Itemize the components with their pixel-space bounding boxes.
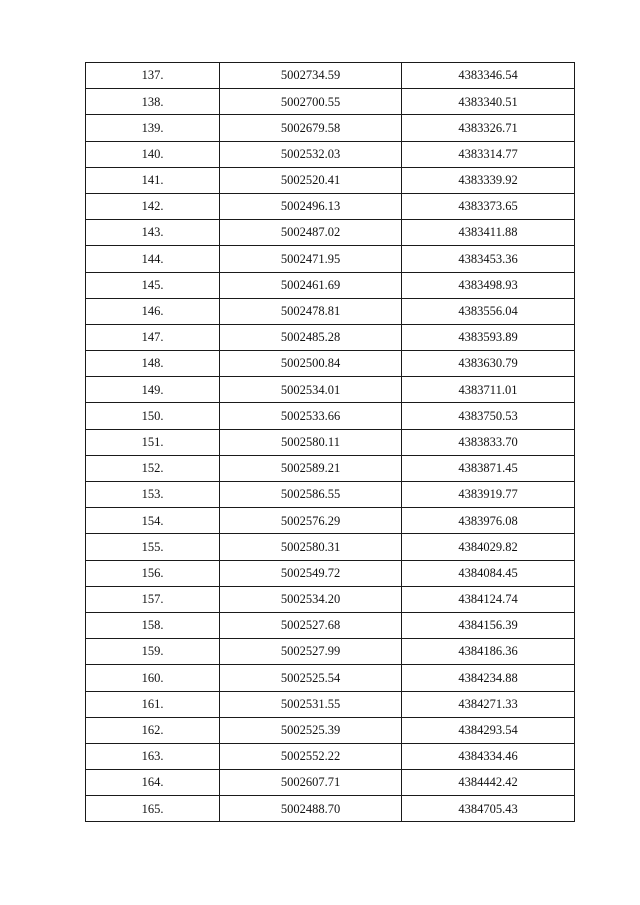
point-number-cell: 151. — [86, 429, 220, 455]
x-coordinate-cell: 5002478.81 — [220, 298, 402, 324]
coordinates-table-body — [86, 63, 575, 822]
y-coordinate-cell: 4384124.74 — [402, 586, 575, 612]
point-number-cell: 149. — [86, 377, 220, 403]
table-row — [86, 351, 575, 377]
x-coordinate-cell: 5002552.22 — [220, 743, 402, 769]
table-row — [86, 324, 575, 350]
table-row — [86, 770, 575, 796]
table-row — [86, 89, 575, 115]
point-number-cell: 157. — [86, 586, 220, 612]
y-coordinate-cell: 4384442.42 — [402, 770, 575, 796]
y-coordinate-cell: 4384156.39 — [402, 612, 575, 638]
table-row — [86, 534, 575, 560]
y-coordinate-cell: 4383833.70 — [402, 429, 575, 455]
point-number-cell: 153. — [86, 482, 220, 508]
y-coordinate-cell: 4384234.88 — [402, 665, 575, 691]
point-number-cell: 140. — [86, 141, 220, 167]
y-coordinate-cell: 4383340.51 — [402, 89, 575, 115]
table-row — [86, 586, 575, 612]
y-coordinate-cell: 4383373.65 — [402, 193, 575, 219]
point-number-cell: 152. — [86, 455, 220, 481]
y-coordinate-cell: 4383326.71 — [402, 115, 575, 141]
x-coordinate-cell: 5002534.20 — [220, 586, 402, 612]
y-coordinate-cell: 4383411.88 — [402, 220, 575, 246]
point-number-cell: 146. — [86, 298, 220, 324]
table-row — [86, 272, 575, 298]
point-number-cell: 137. — [86, 63, 220, 89]
y-coordinate-cell: 4384186.36 — [402, 639, 575, 665]
table-row — [86, 246, 575, 272]
table-row — [86, 743, 575, 769]
point-number-cell: 145. — [86, 272, 220, 298]
point-number-cell: 141. — [86, 167, 220, 193]
point-number-cell: 156. — [86, 560, 220, 586]
point-number-cell: 144. — [86, 246, 220, 272]
point-number-cell: 158. — [86, 612, 220, 638]
y-coordinate-cell: 4383556.04 — [402, 298, 575, 324]
x-coordinate-cell: 5002525.39 — [220, 717, 402, 743]
y-coordinate-cell: 4383630.79 — [402, 351, 575, 377]
point-number-cell: 155. — [86, 534, 220, 560]
table-row — [86, 508, 575, 534]
x-coordinate-cell: 5002533.66 — [220, 403, 402, 429]
y-coordinate-cell: 4383593.89 — [402, 324, 575, 350]
point-number-cell: 163. — [86, 743, 220, 769]
table-row — [86, 220, 575, 246]
x-coordinate-cell: 5002471.95 — [220, 246, 402, 272]
y-coordinate-cell: 4384084.45 — [402, 560, 575, 586]
table-row — [86, 167, 575, 193]
x-coordinate-cell: 5002580.31 — [220, 534, 402, 560]
point-number-cell: 147. — [86, 324, 220, 350]
y-coordinate-cell: 4383976.08 — [402, 508, 575, 534]
y-coordinate-cell: 4383346.54 — [402, 63, 575, 89]
table-row — [86, 377, 575, 403]
point-number-cell: 142. — [86, 193, 220, 219]
table-row — [86, 298, 575, 324]
x-coordinate-cell: 5002534.01 — [220, 377, 402, 403]
table-row — [86, 141, 575, 167]
x-coordinate-cell: 5002527.99 — [220, 639, 402, 665]
table-row — [86, 717, 575, 743]
x-coordinate-cell: 5002525.54 — [220, 665, 402, 691]
x-coordinate-cell: 5002485.28 — [220, 324, 402, 350]
table-row — [86, 482, 575, 508]
y-coordinate-cell: 4383314.77 — [402, 141, 575, 167]
table-row — [86, 560, 575, 586]
table-row — [86, 455, 575, 481]
y-coordinate-cell: 4383339.92 — [402, 167, 575, 193]
x-coordinate-cell: 5002496.13 — [220, 193, 402, 219]
x-coordinate-cell: 5002488.70 — [220, 796, 402, 822]
point-number-cell: 138. — [86, 89, 220, 115]
point-number-cell: 143. — [86, 220, 220, 246]
y-coordinate-cell: 4383871.45 — [402, 455, 575, 481]
x-coordinate-cell: 5002576.29 — [220, 508, 402, 534]
y-coordinate-cell: 4384293.54 — [402, 717, 575, 743]
point-number-cell: 164. — [86, 770, 220, 796]
table-row — [86, 429, 575, 455]
point-number-cell: 159. — [86, 639, 220, 665]
point-number-cell: 139. — [86, 115, 220, 141]
x-coordinate-cell: 5002607.71 — [220, 770, 402, 796]
table-row — [86, 796, 575, 822]
point-number-cell: 161. — [86, 691, 220, 717]
table-row — [86, 639, 575, 665]
x-coordinate-cell: 5002734.59 — [220, 63, 402, 89]
y-coordinate-cell: 4383750.53 — [402, 403, 575, 429]
x-coordinate-cell: 5002589.21 — [220, 455, 402, 481]
x-coordinate-cell: 5002679.58 — [220, 115, 402, 141]
point-number-cell: 154. — [86, 508, 220, 534]
table-row — [86, 63, 575, 89]
y-coordinate-cell: 4384705.43 — [402, 796, 575, 822]
x-coordinate-cell: 5002586.55 — [220, 482, 402, 508]
table-row — [86, 115, 575, 141]
point-number-cell: 162. — [86, 717, 220, 743]
x-coordinate-cell: 5002532.03 — [220, 141, 402, 167]
point-number-cell: 165. — [86, 796, 220, 822]
point-number-cell: 148. — [86, 351, 220, 377]
x-coordinate-cell: 5002487.02 — [220, 220, 402, 246]
x-coordinate-cell: 5002520.41 — [220, 167, 402, 193]
y-coordinate-cell: 4384029.82 — [402, 534, 575, 560]
table-row — [86, 691, 575, 717]
y-coordinate-cell: 4383453.36 — [402, 246, 575, 272]
y-coordinate-cell: 4383711.01 — [402, 377, 575, 403]
table-row — [86, 612, 575, 638]
x-coordinate-cell: 5002461.69 — [220, 272, 402, 298]
point-number-cell: 150. — [86, 403, 220, 429]
y-coordinate-cell: 4383498.93 — [402, 272, 575, 298]
y-coordinate-cell: 4383919.77 — [402, 482, 575, 508]
coordinates-table — [85, 62, 575, 822]
x-coordinate-cell: 5002531.55 — [220, 691, 402, 717]
table-row — [86, 665, 575, 691]
x-coordinate-cell: 5002527.68 — [220, 612, 402, 638]
table-row — [86, 403, 575, 429]
x-coordinate-cell: 5002500.84 — [220, 351, 402, 377]
y-coordinate-cell: 4384271.33 — [402, 691, 575, 717]
x-coordinate-cell: 5002549.72 — [220, 560, 402, 586]
x-coordinate-cell: 5002580.11 — [220, 429, 402, 455]
point-number-cell: 160. — [86, 665, 220, 691]
x-coordinate-cell: 5002700.55 — [220, 89, 402, 115]
table-row — [86, 193, 575, 219]
y-coordinate-cell: 4384334.46 — [402, 743, 575, 769]
